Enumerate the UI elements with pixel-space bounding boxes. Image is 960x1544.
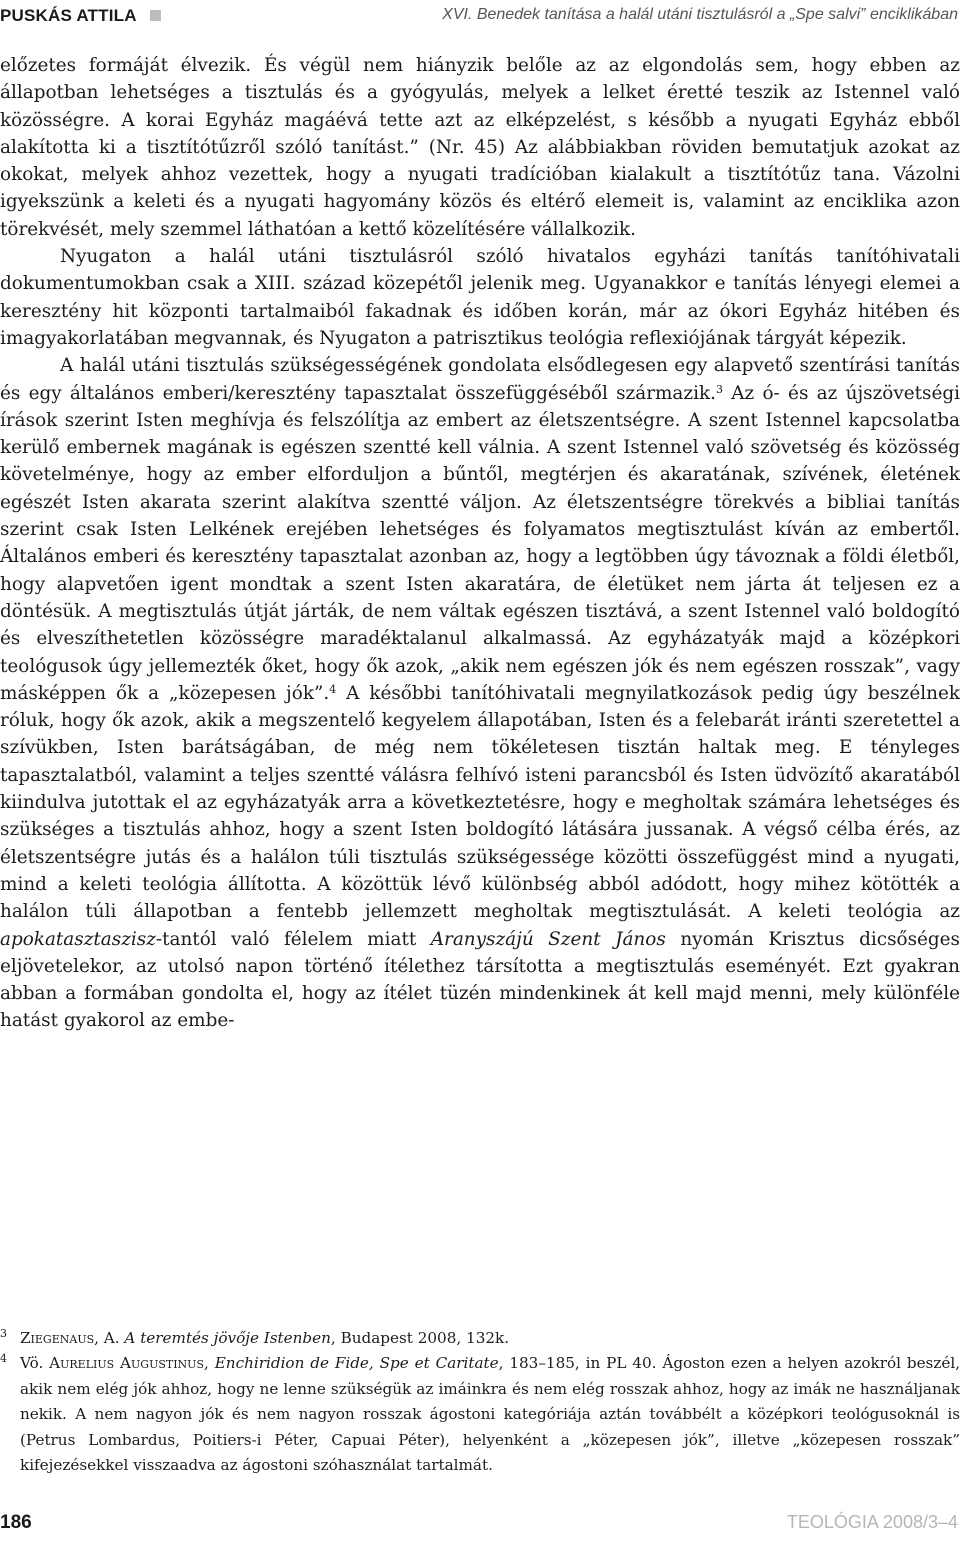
footnote-title: A teremtés jövője Istenben — [124, 1329, 331, 1347]
footnote-number: 3 — [0, 1327, 7, 1340]
footnote-prefix: Vö. — [20, 1354, 50, 1373]
article-body — [0, 52, 960, 1035]
footnote-title: Enchiridion de Fide, Spe et Caritate — [214, 1354, 499, 1373]
footnote-separator: , — [204, 1354, 215, 1373]
footnote-details: , 183–185, in PL 40. Ágoston ezen a helyen azokról beszél, akik nem elég jók ahhoz, hogy ne lenne szükségük az imáinkra és nem elég rosszak ahhoz, hogy az imák ne használjanak nekik. A nem nagyon jók és nem nagyon rosszak ágostoni kategóriája aztán továbbélt a középkori teológusoknál is (Petrus Lombardus, Poitiers-i Péter, Capuai Péter), helyenként a „közepesen jók”, illetve „közepesen rosszak” kifejezésekkel visszaadva az ágostoni szóhasználat tartalmát. — [20, 1354, 960, 1475]
paragraph-1: előzetes formáját élvezik. És végül nem hiányzik belőle az az elgondolás sem, hogy ebben az állapotban lehetséges a tisztulás és a gyógyulás, melyek a lelket éretté teszik az Istennel való közösségre. A korai Egyház magáévá tette azt az elképzelést, s később a nyugati Egyház ebből alakította ki a tisztítótűzről szóló tanítást.” (Nr. 45) Az alábbiakban röviden bemutatjuk azokat az okokat, melyek ahhoz vezettek, hogy a nyugati tradícióban kialakult a tisztítótűz tana. Vázolni igyekszünk a keleti és a nyugati hagyomány közös és eltérő elemeit is, valamint az enciklika azon törekvését, mely szemmel láthatóan a kettő közelítésére vállalkozik. — [0, 55, 960, 240]
footnote-3 — [0, 1326, 960, 1351]
header-separator-square — [150, 10, 161, 21]
footnote-number: 4 — [0, 1352, 7, 1366]
footnote-ref-3: 3 — [715, 382, 723, 396]
paragraph-3-part-a: A halál utáni tisztulás szükségességének gondolata elsődlegesen egy alapvető szentírási tanítás és egy általános emberi/keresztény tapasztalat összefüggéséből származik. — [0, 355, 960, 404]
paragraph-3 — [0, 352, 960, 1034]
footnote-ref-4: 4 — [329, 682, 337, 696]
paragraph-3-part-e: nyomán Krisztus dicsőséges eljövetelekor, az utolsó napon történő ítélethez társította a megtisztulás eseményét. Ezt gyakran abban a formában gondolta el, hogy az ítélet tüzén mindenkinek át kell majd menni, mely különféle hatást gyakorol az embe- — [0, 928, 960, 1032]
paragraph-3-part-d: -tantól való félelem miatt — [155, 928, 431, 950]
running-header — [0, 0, 960, 34]
paragraph-3-part-b: Az ó- és az újszövetségi írások szerint Isten meghívja és felszólítja az embert az életszentségre. A szent Istennel kapcsolatba kerülő embernek magának is egészen szentté kell válnia. A szent Istennel való szövetség és közösség követelménye, hogy az ember elforduljon a bűntől, megtérjen és akaratának, szívének, életének egészét Isten akarata szerint alakítva szentté váljon. Az életszentségre törekvés a bibliai tanítás szerint csak Isten Lelkének erejében lehetséges és folyamatos megtisztulást kíván az embertől. Általános emberi és keresztény tapasztalat azonban az, hogy a legtöbben úgy távoznak a földi életből, hogy alapvetően igent mondtak a szent Isten akaratára, de életüket nem járta át teljesen ez a döntésük. A megtisztulás útját járták, de nem váltak egészen tisztává, a szent Istennel való boldogító és elveszíthetetlen közösségre maradéktalanul alkalmassá. Az egyházatyák majd a középkori teológusok úgy jellemezték őket, hogy ők azok, „akik nem egészen jók és nem egészen rosszak”, vagy másképpen ők a „közepesen jók”. — [0, 382, 960, 704]
paragraph-3-part-c: A későbbi tanítóhivatali megnyilatkozások pedig úgy beszélnek róluk, hogy ők azok, akik a megszentelő kegyelem állapotában, Isten és a felebarát iránti szeretettel a szívükben, Isten barátságában, de még nem tökéletesen tisztán haltak meg. E tényleges tapasztalatból, valamint a teljes szentté válásra felhívó isteni parancsból és Isten üdvözítő akaratából kiindulva jutottak el az egyházatyák arra a következtetésre, hogy e megholtak számára lehetséges és szükséges a tisztulás ahhoz, hogy a szent Isten boldogító látására jussanak. A végső célba érés, az életszentségre jutás és a halálon túli tisztulás szükségessége közötti összefüggést mind a nyugati, mind a keleti teológia állította. A közöttük lévő különbség abból adódott, hogy mihez kötötték a halálon túli állapotban a fentebb jellemzett megholtak megtisztulását. A keleti teológia az — [0, 682, 960, 923]
saint-name: Aranyszájú Szent János — [430, 928, 666, 950]
journal-label: TEOLÓGIA 2008/3–4 — [786, 1512, 958, 1532]
page-number: 186 — [0, 1512, 32, 1533]
footnote-author: Aurelius Augustinus — [49, 1354, 204, 1373]
footnote-author: Ziegenaus, A. — [20, 1329, 120, 1347]
page-footer — [0, 1508, 960, 1538]
footnote-details: , Budapest 2008, 132k. — [330, 1329, 510, 1347]
paragraph-2: Nyugaton a halál utáni tisztulásról szóló hivatalos egyházi tanítás tanítóhivatali dokumentumokban csak a XIII. század közepétől jelenik meg. Ugyanakkor e tanítás lényegi elemei a keresztény hit központi tartalmaiból fakadnak és időben korán, már az ókori Egyház hitében és imagyakorlatában megvannak, és Nyugaton a patrisztikus teológia reflexiójának tárgyát képezik. — [0, 246, 960, 349]
header-article-title: XVI. Benedek tanítása a halál utáni tisztulásról a „Spe salvi” enciklikában — [442, 6, 958, 23]
term-apokatasztaszisz: apokatasztaszisz — [0, 928, 156, 950]
header-author: PUSKÁS ATTILA — [0, 6, 137, 25]
footnote-4 — [0, 1351, 960, 1478]
footnotes — [0, 1326, 960, 1478]
